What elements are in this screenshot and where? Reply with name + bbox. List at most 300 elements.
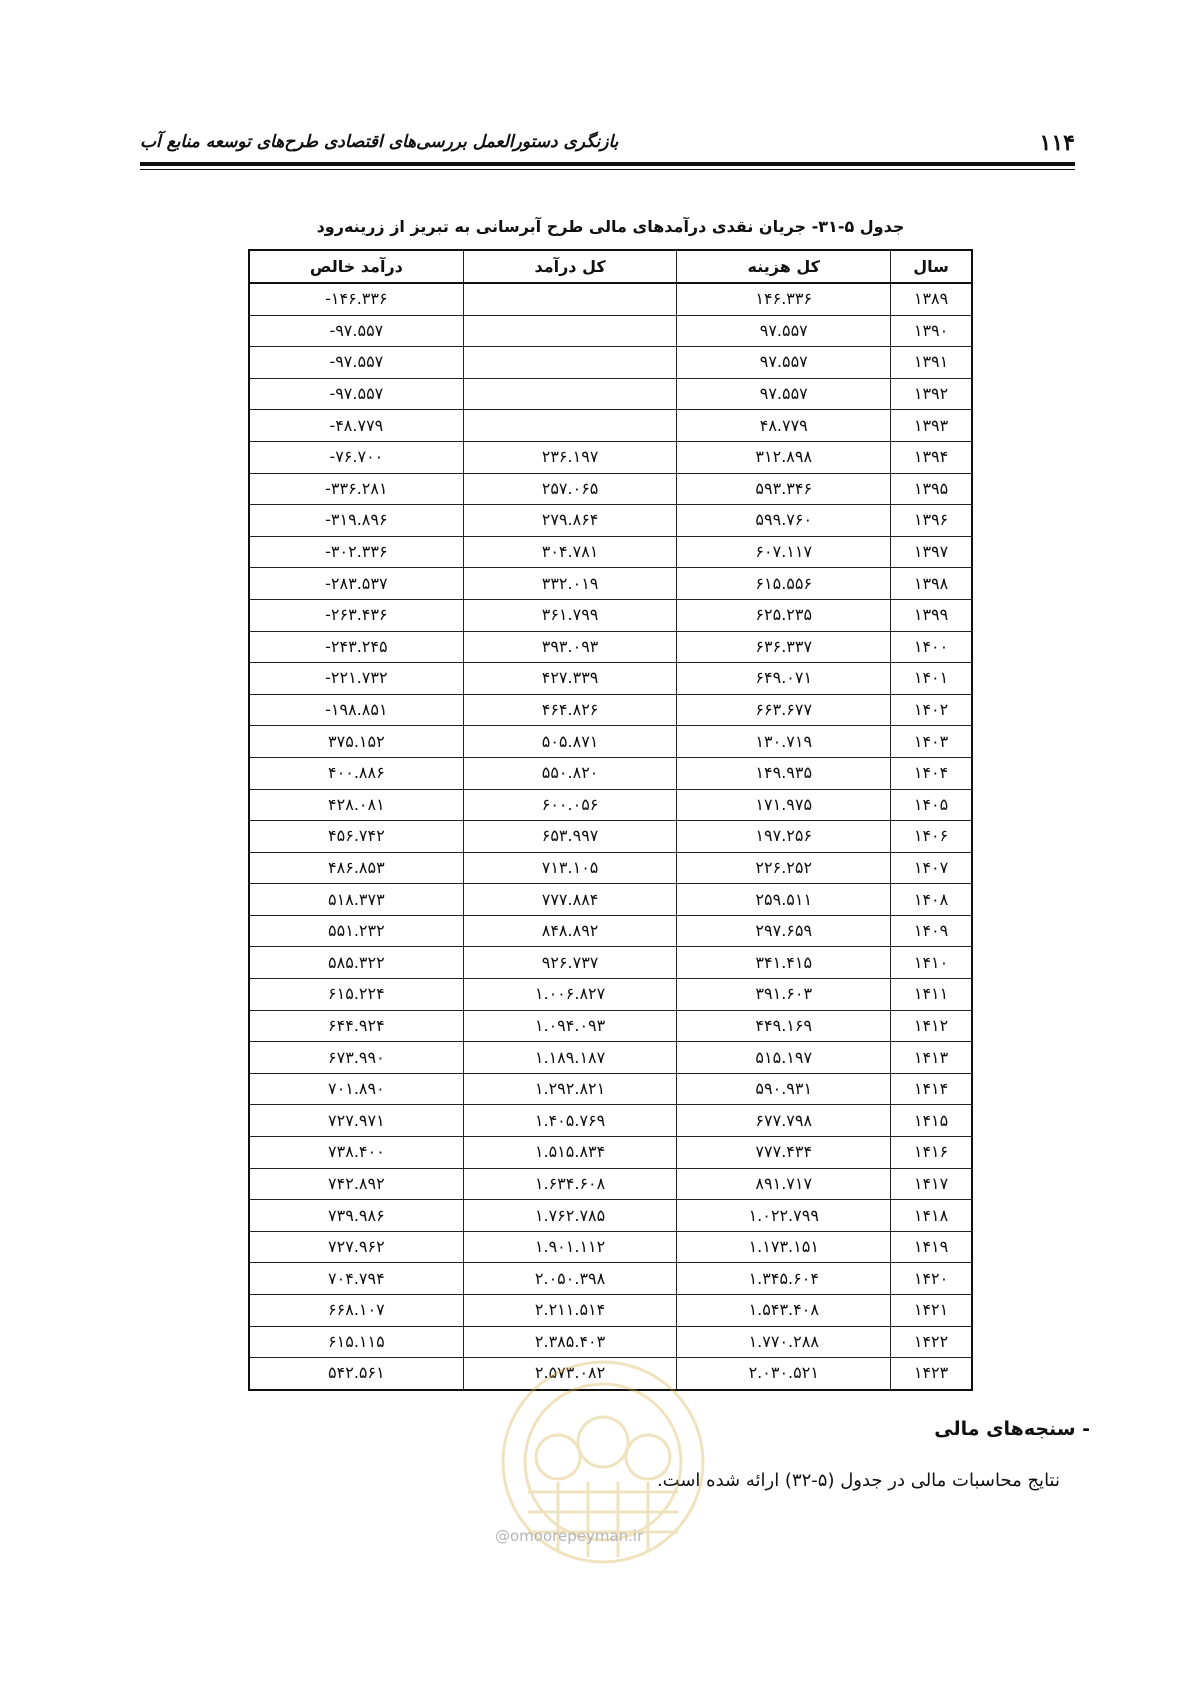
cell-cost-value: ۳۴۱.۴۱۵ xyxy=(755,952,813,972)
cell-net-value: -۳۰۲.۳۳۶ xyxy=(325,542,388,562)
cell-net-value: ۶۴۴.۹۲۴ xyxy=(328,1015,385,1035)
cell-net xyxy=(249,1200,463,1232)
cell-cost xyxy=(677,1073,891,1105)
cell-cost-value: ۱۹۷.۲۵۶ xyxy=(755,826,813,846)
cell-net xyxy=(249,347,463,379)
cell-income-value: ۱.۱۸۹.۱۸۷ xyxy=(534,1047,606,1067)
cell-income xyxy=(463,852,677,884)
cell-income xyxy=(463,283,677,315)
cell-year-value: ۱۴۰۹ xyxy=(913,921,949,941)
cell-net-value: -۲۲۱.۷۳۲ xyxy=(325,668,388,688)
table-row xyxy=(249,441,972,473)
cell-year-value: ۱۴۲۰ xyxy=(913,1268,949,1288)
cell-income-value: ۲۷۹.۸۶۴ xyxy=(541,510,599,530)
cell-net-value: -۲۴۳.۲۴۵ xyxy=(325,636,388,656)
cell-year xyxy=(891,1358,972,1390)
cell-cost-value: ۲۵۹.۵۱۱ xyxy=(755,889,813,909)
cell-net xyxy=(249,947,463,979)
cell-income-value: ۴۶۴.۸۲۶ xyxy=(541,700,599,720)
cell-cost-value: ۶۲۵.۲۳۵ xyxy=(755,605,813,625)
cell-income xyxy=(463,1042,677,1074)
cell-year-value: ۱۳۹۶ xyxy=(913,510,949,530)
cell-income xyxy=(463,347,677,379)
cell-net xyxy=(249,1231,463,1263)
cash-flow-table xyxy=(248,249,973,1391)
cell-cost xyxy=(677,663,891,695)
cell-cost-value: ۱۴۹.۹۳۵ xyxy=(755,763,813,783)
cell-cost xyxy=(677,821,891,853)
cell-year xyxy=(891,1263,972,1295)
page-header xyxy=(140,120,1075,170)
header-net: درآمد خالص xyxy=(249,250,463,283)
table-row xyxy=(249,410,972,442)
cell-income xyxy=(463,1137,677,1169)
cell-year xyxy=(891,283,972,315)
cell-year xyxy=(891,347,972,379)
cell-cost-value: ۸۹۱.۷۱۷ xyxy=(755,1173,813,1193)
cell-income xyxy=(463,1010,677,1042)
cell-cost xyxy=(677,726,891,758)
cell-income xyxy=(463,757,677,789)
cell-income-value: ۸۴۸.۸۹۲ xyxy=(541,921,599,941)
cell-income xyxy=(463,979,677,1011)
cell-cost-value: ۶۰۷.۱۱۷ xyxy=(755,542,813,562)
cell-net xyxy=(249,1137,463,1169)
cell-year xyxy=(891,694,972,726)
table-row xyxy=(249,347,972,379)
cell-year xyxy=(891,1137,972,1169)
cell-net xyxy=(249,757,463,789)
cell-net-value: ۵۱۸.۳۷۳ xyxy=(328,889,385,909)
cell-income-value: ۳۹۳.۰۹۳ xyxy=(541,636,599,656)
cell-cost xyxy=(677,852,891,884)
cell-income-value: ۶۵۳.۹۹۷ xyxy=(541,826,599,846)
cell-year-value: ۱۳۹۳ xyxy=(913,415,949,435)
cell-net xyxy=(249,1010,463,1042)
cell-cost-value: ۶۳۶.۳۳۷ xyxy=(755,636,813,656)
cell-income xyxy=(463,1263,677,1295)
cell-cost xyxy=(677,441,891,473)
cell-income xyxy=(463,663,677,695)
cell-year-value: ۱۴۰۱ xyxy=(913,668,949,688)
cell-net xyxy=(249,694,463,726)
cell-cost xyxy=(677,1200,891,1232)
table-row xyxy=(249,378,972,410)
cell-net xyxy=(249,1263,463,1295)
cell-net xyxy=(249,1168,463,1200)
cell-year xyxy=(891,441,972,473)
cell-year xyxy=(891,568,972,600)
cell-cost-value: ۴۸.۷۷۹ xyxy=(759,415,808,435)
cell-year xyxy=(891,884,972,916)
cell-income xyxy=(463,441,677,473)
cell-net-value: -۹۷.۵۵۷ xyxy=(329,384,384,404)
cell-year xyxy=(891,1326,972,1358)
cell-net-value: -۲۶۳.۴۳۶ xyxy=(325,605,388,625)
cell-cost-value: ۷۷۷.۴۳۴ xyxy=(755,1142,813,1162)
cell-net xyxy=(249,599,463,631)
cell-income-value: ۵۵۰.۸۲۰ xyxy=(541,763,599,783)
cell-year xyxy=(891,1168,972,1200)
cell-income xyxy=(463,1105,677,1137)
cell-year xyxy=(891,536,972,568)
cell-year-value: ۱۴۱۷ xyxy=(913,1173,949,1193)
cell-year xyxy=(891,410,972,442)
cell-cost xyxy=(677,1010,891,1042)
cell-cost-value: ۵۹۹.۷۶۰ xyxy=(755,510,813,530)
cell-year-value: ۱۴۲۳ xyxy=(913,1363,949,1383)
cell-cost xyxy=(677,505,891,537)
cell-year xyxy=(891,1073,972,1105)
table-row xyxy=(249,757,972,789)
cell-income-value: ۹۲۶.۷۳۷ xyxy=(541,952,599,972)
cell-cost xyxy=(677,473,891,505)
cell-net-value: ۷۴۲.۸۹۲ xyxy=(328,1173,385,1193)
cell-net xyxy=(249,441,463,473)
cell-income-value: ۱.۹۰۱.۱۱۲ xyxy=(534,1237,606,1257)
cell-net xyxy=(249,378,463,410)
table-row xyxy=(249,505,972,537)
cell-income xyxy=(463,947,677,979)
cell-cost xyxy=(677,694,891,726)
cell-year xyxy=(891,473,972,505)
cell-cost xyxy=(677,315,891,347)
cell-year-value: ۱۴۰۸ xyxy=(913,889,949,909)
cell-net xyxy=(249,726,463,758)
cell-year-value: ۱۴۰۷ xyxy=(913,857,949,877)
cell-income xyxy=(463,568,677,600)
cell-year xyxy=(891,1295,972,1327)
cell-cost xyxy=(677,947,891,979)
cell-cost-value: ۵۱۵.۱۹۷ xyxy=(755,1047,813,1067)
cell-cost xyxy=(677,1263,891,1295)
cell-year-value: ۱۴۰۳ xyxy=(913,731,949,751)
cell-cost xyxy=(677,568,891,600)
table-row xyxy=(249,1168,972,1200)
cell-year-value: ۱۳۸۹ xyxy=(913,289,949,309)
running-title: بازنگری دستورالعمل بررسی‌های اقتصادی طرح‌های توسعه منابع آب xyxy=(140,132,619,152)
cell-cost xyxy=(677,979,891,1011)
cell-net xyxy=(249,915,463,947)
cell-cost-value: ۲۲۶.۲۵۲ xyxy=(755,857,813,877)
table-header-row xyxy=(249,250,972,283)
cell-net xyxy=(249,568,463,600)
cell-year-value: ۱۴۱۹ xyxy=(913,1237,949,1257)
cell-year xyxy=(891,1010,972,1042)
cell-year-value: ۱۴۰۶ xyxy=(913,826,949,846)
cell-net-value: -۷۶.۷۰۰ xyxy=(329,447,384,467)
cell-year xyxy=(891,852,972,884)
cell-cost-value: ۱.۵۴۳.۴۰۸ xyxy=(748,1300,819,1320)
cell-income xyxy=(463,631,677,663)
cell-cost-value: ۱.۷۷۰.۲۸۸ xyxy=(748,1331,819,1351)
cell-net xyxy=(249,1042,463,1074)
cell-cost-value: ۲.۰۳۰.۵۲۱ xyxy=(748,1363,819,1383)
table-row xyxy=(249,1073,972,1105)
table-caption: جدول ۵-۳۱- جریان نقدی درآمدهای مالی طرح آبرسانی به تبریز از زرینه‌رود xyxy=(316,217,905,236)
cell-year-value: ۱۳۹۲ xyxy=(913,384,949,404)
cell-year-value: ۱۳۹۴ xyxy=(913,447,949,467)
cell-net-value: -۳۳۶.۲۸۱ xyxy=(325,478,388,498)
cell-income xyxy=(463,1295,677,1327)
cell-net xyxy=(249,663,463,695)
cell-income-value: ۲.۲۱۱.۵۱۴ xyxy=(534,1300,606,1320)
cell-year-value: ۱۳۹۰ xyxy=(913,320,949,340)
cell-cost xyxy=(677,631,891,663)
cell-cost-value: ۳۱۲.۸۹۸ xyxy=(755,447,813,467)
cell-year xyxy=(891,378,972,410)
cell-income xyxy=(463,315,677,347)
cell-year-value: ۱۴۱۳ xyxy=(913,1047,949,1067)
cell-year-value: ۱۳۹۸ xyxy=(913,573,949,593)
cell-year xyxy=(891,1200,972,1232)
cell-cost-value: ۶۴۹.۰۷۱ xyxy=(755,668,813,688)
cell-net-value: ۶۷۳.۹۹۰ xyxy=(328,1047,385,1067)
cell-net xyxy=(249,789,463,821)
cell-net-value: -۴۸.۷۷۹ xyxy=(329,415,384,435)
cell-net xyxy=(249,283,463,315)
cell-income-value: ۴۲۷.۳۳۹ xyxy=(541,668,599,688)
section-heading: - سنجه‌های مالی xyxy=(934,1418,1090,1440)
cell-net-value: ۴۵۶.۷۴۲ xyxy=(328,826,385,846)
cell-net-value: -۹۷.۵۵۷ xyxy=(329,320,384,340)
table-row xyxy=(249,1200,972,1232)
table-row xyxy=(249,283,972,315)
table-row xyxy=(249,315,972,347)
cell-net-value: ۵۸۵.۳۲۲ xyxy=(328,952,385,972)
cell-income xyxy=(463,821,677,853)
cell-income xyxy=(463,726,677,758)
cell-net-value: ۷۰۱.۸۹۰ xyxy=(328,1079,385,1099)
cell-income xyxy=(463,378,677,410)
cell-income-value: ۱.۲۹۲.۸۲۱ xyxy=(534,1079,606,1099)
cell-year-value: ۱۴۱۶ xyxy=(913,1142,949,1162)
cell-year-value: ۱۴۱۴ xyxy=(913,1079,949,1099)
cell-cost-value: ۶۶۳.۶۷۷ xyxy=(755,700,813,720)
cell-year xyxy=(891,663,972,695)
cell-year-value: ۱۴۱۰ xyxy=(913,952,949,972)
cell-income-value: ۶۰۰.۰۵۶ xyxy=(541,794,599,814)
cell-cost-value: ۶۱۵.۵۵۶ xyxy=(755,573,813,593)
table-row xyxy=(249,947,972,979)
cell-year-value: ۱۴۲۱ xyxy=(913,1300,949,1320)
cell-cost-value: ۴۴۹.۱۶۹ xyxy=(755,1015,813,1035)
table-row xyxy=(249,1105,972,1137)
cell-net-value: ۷۳۹.۹۸۶ xyxy=(328,1205,385,1225)
cell-net xyxy=(249,410,463,442)
table-row xyxy=(249,1042,972,1074)
table-row xyxy=(249,473,972,505)
table-row xyxy=(249,979,972,1011)
cell-net-value: ۴۰۰.۸۸۶ xyxy=(328,763,385,783)
cell-year xyxy=(891,821,972,853)
cell-net xyxy=(249,1295,463,1327)
cell-net-value: ۶۶۸.۱۰۷ xyxy=(328,1300,385,1320)
cell-income xyxy=(463,915,677,947)
cell-net-value: ۴۸۶.۸۵۳ xyxy=(328,857,385,877)
cell-year xyxy=(891,757,972,789)
cell-income xyxy=(463,410,677,442)
cell-year-value: ۱۳۹۹ xyxy=(913,605,949,625)
table-row xyxy=(249,568,972,600)
cell-net-value: ۵۴۲.۵۶۱ xyxy=(328,1363,385,1383)
cell-income-value: ۲.۵۷۳.۰۸۲ xyxy=(534,1363,606,1383)
cell-income-value: ۲۳۶.۱۹۷ xyxy=(541,447,599,467)
table-row xyxy=(249,536,972,568)
cell-net-value: ۶۱۵.۱۱۵ xyxy=(328,1331,385,1351)
table-row xyxy=(249,852,972,884)
cell-year-value: ۱۳۹۵ xyxy=(913,478,949,498)
cell-year-value: ۱۴۲۲ xyxy=(913,1331,949,1351)
cell-year xyxy=(891,1042,972,1074)
cell-income-value: ۲.۳۸۵.۴۰۳ xyxy=(534,1331,606,1351)
section-paragraph: نتایج محاسبات مالی در جدول (۵-۳۲) ارائه شده است. xyxy=(656,1470,1060,1491)
cell-cost-value: ۶۷۷.۷۹۸ xyxy=(755,1110,813,1130)
cell-year xyxy=(891,789,972,821)
cell-year-value: ۱۴۱۵ xyxy=(913,1110,949,1130)
cell-year xyxy=(891,1231,972,1263)
cell-income xyxy=(463,505,677,537)
cell-net xyxy=(249,1073,463,1105)
table-row xyxy=(249,789,972,821)
cell-cost xyxy=(677,536,891,568)
cell-income xyxy=(463,1073,677,1105)
cell-income xyxy=(463,884,677,916)
cell-cost xyxy=(677,283,891,315)
cell-net xyxy=(249,536,463,568)
cell-income xyxy=(463,1200,677,1232)
cell-cost-value: ۹۷.۵۵۷ xyxy=(759,320,808,340)
table-row xyxy=(249,1231,972,1263)
cell-cost xyxy=(677,410,891,442)
cell-cost-value: ۱.۰۲۲.۷۹۹ xyxy=(748,1205,819,1225)
table-row xyxy=(249,663,972,695)
table-row xyxy=(249,599,972,631)
cell-income xyxy=(463,789,677,821)
table-row xyxy=(249,1295,972,1327)
cell-year-value: ۱۳۹۷ xyxy=(913,542,949,562)
cell-cost-value: ۱.۳۴۵.۶۰۴ xyxy=(748,1268,819,1288)
cell-income xyxy=(463,536,677,568)
cell-year xyxy=(891,979,972,1011)
cell-net-value: ۴۲۸.۰۸۱ xyxy=(328,794,385,814)
table-row xyxy=(249,694,972,726)
cell-cost xyxy=(677,347,891,379)
cell-net-value: ۶۱۵.۲۲۴ xyxy=(328,984,385,1004)
cell-income-value: ۱.۵۱۵.۸۳۴ xyxy=(534,1142,606,1162)
cell-net-value: -۱۴۶.۳۳۶ xyxy=(325,289,388,309)
cell-net xyxy=(249,1105,463,1137)
cell-net xyxy=(249,884,463,916)
cell-income-value: ۲۵۷.۰۶۵ xyxy=(541,478,599,498)
cell-cost xyxy=(677,757,891,789)
cell-cost-value: ۱.۱۷۳.۱۵۱ xyxy=(748,1237,819,1257)
table-row xyxy=(249,726,972,758)
cell-year xyxy=(891,505,972,537)
cell-income-value: ۲.۰۵۰.۳۹۸ xyxy=(534,1268,606,1288)
cell-net xyxy=(249,821,463,853)
cell-income-value: ۷۷۷.۸۸۴ xyxy=(541,889,599,909)
cell-net xyxy=(249,979,463,1011)
cell-cost xyxy=(677,915,891,947)
cell-cost-value: ۲۹۷.۶۵۹ xyxy=(755,921,813,941)
cell-income-value: ۳۳۲.۰۱۹ xyxy=(541,573,599,593)
cell-income xyxy=(463,1168,677,1200)
watermark-text: @omoorepeyman.ir xyxy=(495,1527,644,1545)
cell-cost xyxy=(677,1042,891,1074)
header-cost: کل هزینه xyxy=(677,250,891,283)
cell-income-value: ۳۰۴.۷۸۱ xyxy=(541,542,599,562)
cell-cost-value: ۹۷.۵۵۷ xyxy=(759,384,808,404)
cell-cost xyxy=(677,378,891,410)
header-rule-thin xyxy=(140,169,1075,170)
cell-net-value: ۷۲۷.۹۶۲ xyxy=(328,1237,385,1257)
cell-income-value: ۱.۰۰۶.۸۲۷ xyxy=(534,984,606,1004)
cell-year-value: ۱۴۰۲ xyxy=(913,700,949,720)
cell-cost xyxy=(677,789,891,821)
cell-net-value: ۷۳۸.۴۰۰ xyxy=(328,1142,385,1162)
cell-net-value: ۳۷۵.۱۵۲ xyxy=(328,731,385,751)
cell-year-value: ۱۳۹۱ xyxy=(913,352,949,372)
cell-year xyxy=(891,1105,972,1137)
cell-net xyxy=(249,473,463,505)
header-income: کل درآمد xyxy=(463,250,677,283)
cell-income-value: ۱.۷۶۲.۷۸۵ xyxy=(534,1205,606,1225)
cell-income-value: ۱.۶۳۴.۶۰۸ xyxy=(534,1173,606,1193)
cell-cost xyxy=(677,1168,891,1200)
table-row xyxy=(249,821,972,853)
cell-net-value: -۲۸۳.۵۳۷ xyxy=(325,573,388,593)
cell-income xyxy=(463,599,677,631)
cell-cost xyxy=(677,1105,891,1137)
table-row xyxy=(249,1137,972,1169)
cell-cost xyxy=(677,1137,891,1169)
table-row xyxy=(249,884,972,916)
table-row xyxy=(249,1010,972,1042)
cell-cost xyxy=(677,599,891,631)
cell-cost-value: ۹۷.۵۵۷ xyxy=(759,352,808,372)
cell-year-value: ۱۴۰۴ xyxy=(913,763,949,783)
cell-income-value: ۷۱۳.۱۰۵ xyxy=(541,857,599,877)
cell-cost-value: ۱۳۰.۷۱۹ xyxy=(755,731,813,751)
cell-net xyxy=(249,1326,463,1358)
cell-net-value: ۷۲۷.۹۷۱ xyxy=(328,1110,385,1130)
header-rule xyxy=(140,162,1075,166)
cell-net xyxy=(249,1358,463,1390)
cell-net xyxy=(249,505,463,537)
cell-income-value: ۵۰۵.۸۷۱ xyxy=(541,731,599,751)
cell-year-value: ۱۴۰۰ xyxy=(913,636,949,656)
cell-net-value: ۵۵۱.۲۳۲ xyxy=(328,921,385,941)
cell-year xyxy=(891,726,972,758)
cell-cost xyxy=(677,1231,891,1263)
cell-cost-value: ۵۹۳.۳۴۶ xyxy=(755,478,813,498)
cell-year-value: ۱۴۱۲ xyxy=(913,1015,949,1035)
cell-year xyxy=(891,915,972,947)
header-year: سال xyxy=(891,250,972,283)
cell-cost-value: ۱۷۱.۹۷۵ xyxy=(755,794,813,814)
cell-net-value: ۷۰۴.۷۹۴ xyxy=(328,1268,385,1288)
cell-year xyxy=(891,631,972,663)
cell-net-value: -۱۹۸.۸۵۱ xyxy=(325,700,388,720)
cell-year-value: ۱۴۱۸ xyxy=(913,1205,949,1225)
cell-net xyxy=(249,631,463,663)
table-body xyxy=(249,283,972,1390)
cell-income xyxy=(463,473,677,505)
cell-cost xyxy=(677,1295,891,1327)
table-row xyxy=(249,915,972,947)
cell-year-value: ۱۴۰۵ xyxy=(913,794,949,814)
